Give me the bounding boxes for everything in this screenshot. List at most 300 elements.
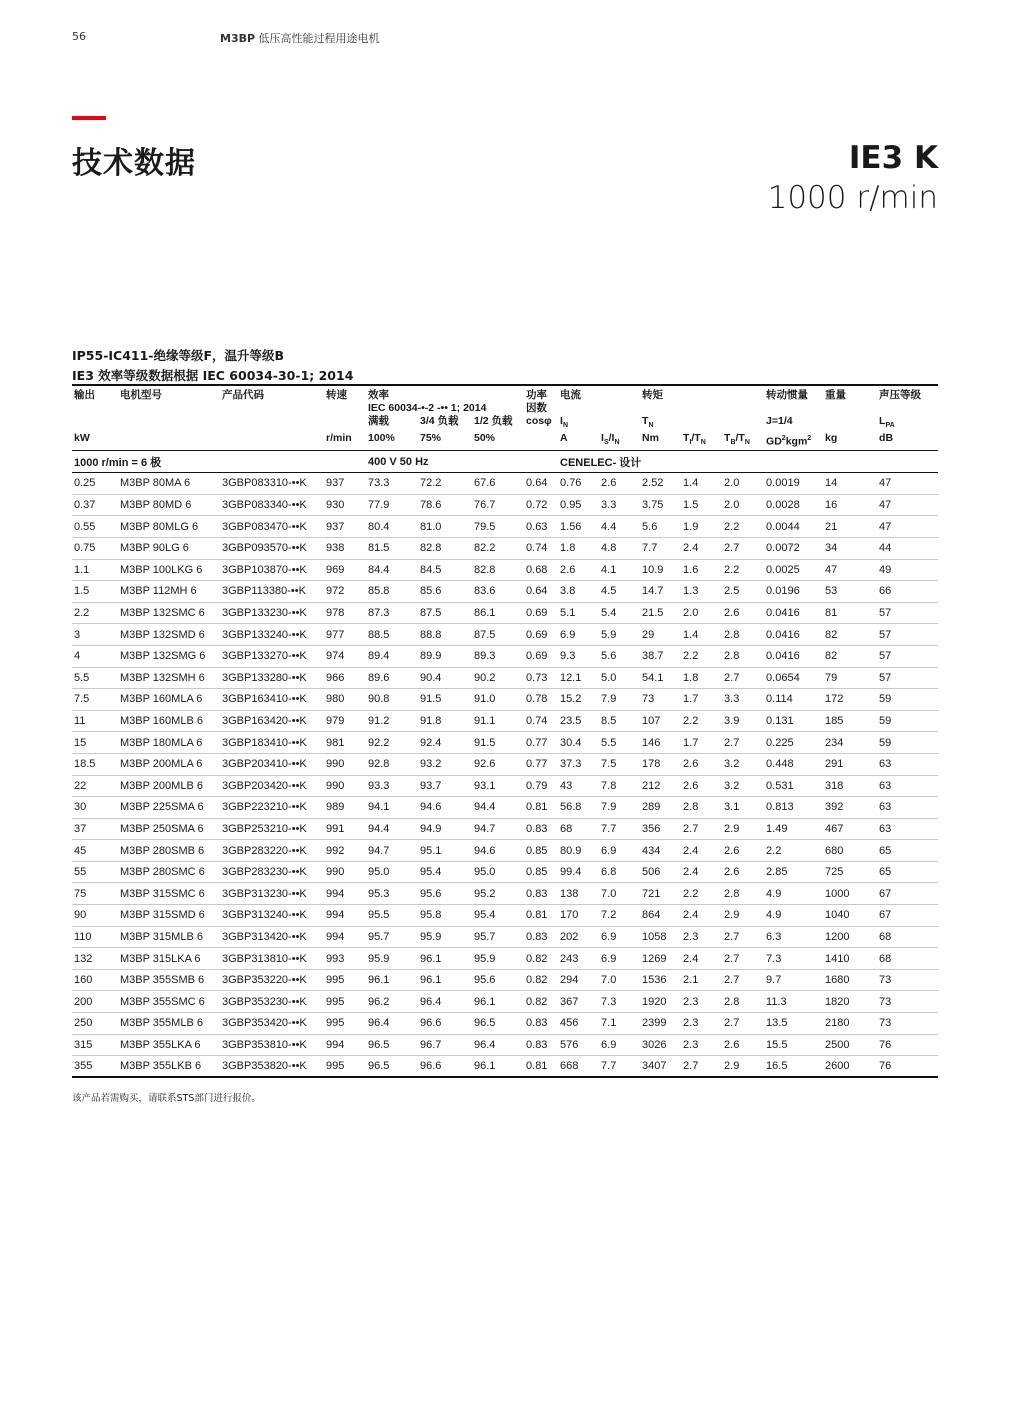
table-cell: 95.7: [366, 926, 418, 948]
table-cell: 0.225: [764, 732, 823, 754]
page-number: 56: [72, 30, 86, 43]
table-cell: 4.8: [599, 537, 640, 559]
gd-unit: kgm: [785, 435, 808, 448]
table-cell: 91.2: [366, 710, 418, 732]
table-cell: 725: [823, 861, 877, 883]
table-cell: 9.3: [558, 645, 599, 667]
table-cell: 978: [324, 602, 366, 624]
table-cell: 7.9: [599, 797, 640, 819]
table-cell: M3BP 355LKB 6: [118, 1056, 220, 1078]
table-cell: 0.55: [72, 516, 118, 538]
table-cell: 91.5: [472, 732, 524, 754]
table-cell: 2.6: [681, 753, 722, 775]
table-cell: 2.6: [722, 602, 764, 624]
table-cell: 291: [823, 753, 877, 775]
table-cell: 318: [823, 775, 877, 797]
table-cell: 73.3: [366, 473, 418, 495]
table-cell: 1410: [823, 948, 877, 970]
table-cell: 93.3: [366, 775, 418, 797]
table-cell: 138: [558, 883, 599, 905]
table-cell: 0.0025: [764, 559, 823, 581]
page-title: 技术数据: [72, 146, 196, 181]
table-cell: 2.0: [722, 494, 764, 516]
table-cell: 0.813: [764, 797, 823, 819]
table-cell: 87.5: [472, 624, 524, 646]
table-cell: 54.1: [640, 667, 681, 689]
table-cell: 2.2: [681, 710, 722, 732]
table-cell: 989: [324, 797, 366, 819]
ti-n-subscript: N: [700, 439, 706, 447]
table-cell: 16: [823, 494, 877, 516]
table-cell: 367: [558, 991, 599, 1013]
efficiency-label: 效率: [368, 389, 389, 401]
table-cell: 0.82: [524, 969, 558, 991]
table-cell: 864: [640, 905, 681, 927]
ti-subscript: I: [689, 439, 692, 447]
is-n-subscript: N: [614, 439, 620, 447]
table-cell: 81.0: [418, 516, 472, 538]
table-cell: 84.4: [366, 559, 418, 581]
table-cell: M3BP 355MLB 6: [118, 1013, 220, 1035]
table-cell: 57: [877, 667, 938, 689]
table-cell: 63: [877, 775, 938, 797]
table-cell: 95.1: [418, 840, 472, 862]
table-cell: 9.7: [764, 969, 823, 991]
table-cell: 93.1: [472, 775, 524, 797]
table-row: [72, 559, 938, 581]
table-cell: 47: [877, 516, 938, 538]
accent-bar: [72, 116, 106, 120]
table-cell: 0.69: [524, 645, 558, 667]
table-cell: 21: [823, 516, 877, 538]
table-cell: 6.8: [599, 861, 640, 883]
table-cell: 2.7: [722, 948, 764, 970]
table-cell: 3.3: [722, 689, 764, 711]
table-cell: 980: [324, 689, 366, 711]
table-cell: M3BP 225SMA 6: [118, 797, 220, 819]
table-row: [72, 473, 938, 495]
table-cell: 6.9: [599, 1034, 640, 1056]
table-cell: 1040: [823, 905, 877, 927]
technical-data-table: [72, 384, 938, 1078]
table-cell: 85.6: [418, 581, 472, 603]
table-cell: 1.56: [558, 516, 599, 538]
table-cell: 234: [823, 732, 877, 754]
table-cell: M3BP 132SMG 6: [118, 645, 220, 667]
table-cell: 56.8: [558, 797, 599, 819]
table-cell: 2.1: [681, 969, 722, 991]
table-cell: 2.7: [722, 732, 764, 754]
table-cell: 2180: [823, 1013, 877, 1035]
gd-unit-superscript: 2: [807, 435, 812, 443]
table-cell: 0.74: [524, 710, 558, 732]
table-cell: 3GBP223210-••K: [220, 797, 324, 819]
table-row: [72, 991, 938, 1013]
table-cell: 2.6: [558, 559, 599, 581]
table-cell: 0.77: [524, 753, 558, 775]
table-cell: 79.5: [472, 516, 524, 538]
table-cell: 94.7: [472, 818, 524, 840]
tn-subscript: N: [648, 422, 654, 430]
table-cell: 81.5: [366, 537, 418, 559]
table-cell: 992: [324, 840, 366, 862]
table-cell: 2.2: [722, 559, 764, 581]
table-cell: 87.5: [418, 602, 472, 624]
table-cell: 392: [823, 797, 877, 819]
table-cell: M3BP 315LKA 6: [118, 948, 220, 970]
table-cell: 76: [877, 1056, 938, 1078]
table-cell: 6.3: [764, 926, 823, 948]
table-cell: 7.0: [599, 883, 640, 905]
table-cell: 250: [72, 1013, 118, 1035]
table-cell: 6.9: [599, 948, 640, 970]
table-row: [72, 667, 938, 689]
table-cell: 995: [324, 1056, 366, 1078]
table-cell: 11.3: [764, 991, 823, 1013]
col-full-load: 满载: [368, 415, 389, 427]
pf-label-1: 功率: [526, 389, 548, 401]
table-row: [72, 861, 938, 883]
table-cell: 91.1: [472, 710, 524, 732]
table-cell: 2399: [640, 1013, 681, 1035]
table-cell: 18.5: [72, 753, 118, 775]
table-cell: 95.7: [472, 926, 524, 948]
table-cell: M3BP 160MLB 6: [118, 710, 220, 732]
table-cell: 3GBP313420-••K: [220, 926, 324, 948]
table-cell: 0.81: [524, 1056, 558, 1078]
is-subscript: S: [603, 439, 609, 447]
table-cell: 1.5: [72, 581, 118, 603]
table-cell: M3BP 355SMB 6: [118, 969, 220, 991]
table-cell: 3GBP283230-••K: [220, 861, 324, 883]
table-cell: 76: [877, 1034, 938, 1056]
table-cell: 938: [324, 537, 366, 559]
table-cell: 37: [72, 818, 118, 840]
unit-kg: kg: [825, 432, 838, 445]
table-cell: 4.5: [599, 581, 640, 603]
table-cell: 3026: [640, 1034, 681, 1056]
tb-subscript: B: [730, 439, 736, 447]
section-supply: 400 V 50 Hz: [366, 451, 558, 473]
table-cell: 467: [823, 818, 877, 840]
table-cell: 94.1: [366, 797, 418, 819]
table-cell: 0.131: [764, 710, 823, 732]
table-cell: 73: [640, 689, 681, 711]
table-cell: 0.0044: [764, 516, 823, 538]
table-cell: 930: [324, 494, 366, 516]
table-cell: 294: [558, 969, 599, 991]
section-design: CENELEC- 设计: [558, 451, 938, 473]
table-cell: 3GBP093570-••K: [220, 537, 324, 559]
is-slash: /I: [608, 432, 615, 445]
gd-superscript: 2: [781, 435, 786, 443]
table-cell: 57: [877, 624, 938, 646]
table-cell: 0.82: [524, 991, 558, 1013]
table-row: [72, 537, 938, 559]
table-cell: 79: [823, 667, 877, 689]
doc-title: 低压高性能过程用途电机: [255, 32, 380, 45]
table-cell: 4: [72, 645, 118, 667]
table-cell: 3GBP203410-••K: [220, 753, 324, 775]
table-cell: 937: [324, 516, 366, 538]
table-cell: 2.2: [764, 840, 823, 862]
table-cell: 7.1: [599, 1013, 640, 1035]
table-cell: 0.0028: [764, 494, 823, 516]
table-cell: 2.2: [72, 602, 118, 624]
table-cell: 680: [823, 840, 877, 862]
table-cell: 3GBP313230-••K: [220, 883, 324, 905]
table-cell: 4.9: [764, 883, 823, 905]
table-cell: 85.8: [366, 581, 418, 603]
unit-rmin: r/min: [326, 432, 352, 445]
tb-symbol: T: [724, 432, 731, 445]
table-cell: M3BP 80MA 6: [118, 473, 220, 495]
table-cell: 3GBP083340-••K: [220, 494, 324, 516]
table-cell: 2.7: [681, 1056, 722, 1078]
table-row: [72, 1013, 938, 1035]
section-row: [72, 451, 938, 473]
col-tn: [640, 415, 681, 432]
table-cell: 1.6: [681, 559, 722, 581]
table-cell: 2.9: [722, 905, 764, 927]
table-cell: 0.83: [524, 818, 558, 840]
table-cell: 96.2: [366, 991, 418, 1013]
table-cell: 89.4: [366, 645, 418, 667]
table-cell: 1536: [640, 969, 681, 991]
table-cell: 3GBP313810-••K: [220, 948, 324, 970]
table-cell: 0.83: [524, 883, 558, 905]
col-half-load: 1/2 负载: [474, 415, 513, 427]
table-cell: M3BP 80MLG 6: [118, 516, 220, 538]
table-cell: 668: [558, 1056, 599, 1078]
table-cell: 172: [823, 689, 877, 711]
table-cell: 47: [823, 559, 877, 581]
table-row: [72, 969, 938, 991]
table-cell: 3GBP103870-••K: [220, 559, 324, 581]
table-cell: 5.6: [640, 516, 681, 538]
table-cell: M3BP 112MH 6: [118, 581, 220, 603]
table-cell: 92.2: [366, 732, 418, 754]
table-cell: 979: [324, 710, 366, 732]
col-motor-type: 电机型号: [118, 385, 220, 415]
col-in: [558, 415, 599, 432]
table-cell: 89.3: [472, 645, 524, 667]
table-row: [72, 883, 938, 905]
table-cell: 2600: [823, 1056, 877, 1078]
table-cell: 576: [558, 1034, 599, 1056]
table-cell: 0.68: [524, 559, 558, 581]
table-cell: 972: [324, 581, 366, 603]
table-cell: 994: [324, 1034, 366, 1056]
table-cell: 160: [72, 969, 118, 991]
table-row: [72, 516, 938, 538]
table-cell: 87.3: [366, 602, 418, 624]
table-cell: M3BP 355LKA 6: [118, 1034, 220, 1056]
table-cell: 6.9: [599, 926, 640, 948]
table-cell: 95.0: [366, 861, 418, 883]
table-cell: 0.0416: [764, 645, 823, 667]
table-cell: M3BP 80MD 6: [118, 494, 220, 516]
table-cell: 2.0: [722, 473, 764, 495]
table-cell: 0.64: [524, 473, 558, 495]
table-cell: 99.4: [558, 861, 599, 883]
table-cell: 82.8: [418, 537, 472, 559]
table-row: [72, 905, 938, 927]
table-cell: 178: [640, 753, 681, 775]
table-cell: 2.3: [681, 926, 722, 948]
table-cell: 57: [877, 602, 938, 624]
table-cell: 68: [877, 926, 938, 948]
table-cell: 3: [72, 624, 118, 646]
table-row: [72, 602, 938, 624]
header-row-2: [72, 415, 938, 432]
table-cell: 82: [823, 624, 877, 646]
table-cell: 0.0072: [764, 537, 823, 559]
table-cell: 89.6: [366, 667, 418, 689]
table-cell: 3GBP113380-••K: [220, 581, 324, 603]
table-cell: 202: [558, 926, 599, 948]
table-cell: 1680: [823, 969, 877, 991]
unit-75: 75%: [420, 432, 442, 445]
document-header: [220, 30, 380, 46]
table-cell: 57: [877, 645, 938, 667]
table-cell: 1.4: [681, 473, 722, 495]
table-cell: 72.2: [418, 473, 472, 495]
table-cell: 0.81: [524, 905, 558, 927]
table-cell: 2.9: [722, 1056, 764, 1078]
table-cell: 15.2: [558, 689, 599, 711]
table-cell: M3BP 180MLA 6: [118, 732, 220, 754]
table-cell: 7.7: [599, 1056, 640, 1078]
table-row: [72, 775, 938, 797]
col-cos-phi: cosφ: [526, 415, 552, 427]
table-cell: 23.5: [558, 710, 599, 732]
table-cell: 95.8: [418, 905, 472, 927]
table-cell: 84.5: [418, 559, 472, 581]
header-row-3: [72, 432, 938, 451]
table-cell: 0.531: [764, 775, 823, 797]
col-output: 输出: [72, 385, 118, 415]
table-cell: 3407: [640, 1056, 681, 1078]
table-cell: 1.7: [681, 732, 722, 754]
unit-ti-tn: [681, 432, 722, 451]
col-weight: 重量: [823, 385, 877, 415]
table-cell: 29: [640, 624, 681, 646]
table-row: [72, 645, 938, 667]
table-cell: 0.83: [524, 926, 558, 948]
table-cell: 2.4: [681, 905, 722, 927]
table-cell: 2.7: [722, 969, 764, 991]
table-cell: 90.2: [472, 667, 524, 689]
table-cell: 3GBP353820-••K: [220, 1056, 324, 1078]
table-cell: 7.8: [599, 775, 640, 797]
table-cell: 2.6: [681, 775, 722, 797]
table-cell: 43: [558, 775, 599, 797]
table-cell: 21.5: [640, 602, 681, 624]
table-cell: 3.8: [558, 581, 599, 603]
table-cell: 990: [324, 775, 366, 797]
table-cell: 1200: [823, 926, 877, 948]
table-cell: 185: [823, 710, 877, 732]
table-cell: 0.75: [72, 537, 118, 559]
table-row: [72, 753, 938, 775]
in-symbol: I: [560, 415, 563, 427]
table-cell: 96.6: [418, 1056, 472, 1078]
table-cell: 93.2: [418, 753, 472, 775]
table-cell: 88.8: [418, 624, 472, 646]
table-cell: 30: [72, 797, 118, 819]
table-cell: 34: [823, 537, 877, 559]
table-cell: 91.5: [418, 689, 472, 711]
table-cell: 2.85: [764, 861, 823, 883]
table-cell: 90.8: [366, 689, 418, 711]
table-cell: 22: [72, 775, 118, 797]
table-cell: 0.78: [524, 689, 558, 711]
table-cell: 0.0416: [764, 624, 823, 646]
table-cell: 88.5: [366, 624, 418, 646]
col-speed: 转速: [324, 385, 366, 415]
col-efficiency: [366, 385, 524, 415]
doc-series: M3BP: [220, 32, 256, 45]
table-cell: 7.0: [599, 969, 640, 991]
table-cell: 3GBP083470-••K: [220, 516, 324, 538]
table-cell: 96.4: [366, 1013, 418, 1035]
table-cell: 3.75: [640, 494, 681, 516]
table-cell: 96.1: [472, 991, 524, 1013]
unit-is-in: [599, 432, 640, 451]
table-row: [72, 840, 938, 862]
table-cell: 3GBP353230-••K: [220, 991, 324, 1013]
table-row: [72, 818, 938, 840]
unit-db: dB: [879, 432, 894, 445]
table-cell: 0.114: [764, 689, 823, 711]
table-cell: 1.4: [681, 624, 722, 646]
table-cell: 82.2: [472, 537, 524, 559]
table-row: [72, 1034, 938, 1056]
table-cell: 49: [877, 559, 938, 581]
table-cell: 12.1: [558, 667, 599, 689]
unit-nm: Nm: [642, 432, 659, 445]
table-cell: 63: [877, 818, 938, 840]
table-cell: 91.8: [418, 710, 472, 732]
table-cell: 2.7: [722, 1013, 764, 1035]
table-cell: 80.4: [366, 516, 418, 538]
table-cell: 96.5: [366, 1034, 418, 1056]
table-cell: 3.1: [722, 797, 764, 819]
table-cell: 3.3: [599, 494, 640, 516]
table-cell: 2.7: [681, 818, 722, 840]
speed-subtitle: 1000 r/min: [767, 180, 938, 216]
table-cell: 82: [823, 645, 877, 667]
table-cell: 78.6: [418, 494, 472, 516]
table-cell: 170: [558, 905, 599, 927]
table-cell: 3GBP253210-••K: [220, 818, 324, 840]
table-cell: 38.7: [640, 645, 681, 667]
table-cell: M3BP 132SMH 6: [118, 667, 220, 689]
table-cell: 1.7: [681, 689, 722, 711]
table-cell: 2.7: [722, 926, 764, 948]
table-cell: 3GBP353420-••K: [220, 1013, 324, 1035]
table-cell: 3GBP133240-••K: [220, 624, 324, 646]
table-cell: 2.4: [681, 861, 722, 883]
table-cell: 993: [324, 948, 366, 970]
col-noise: 声压等级: [877, 385, 938, 415]
table-cell: 995: [324, 969, 366, 991]
table-cell: 37.3: [558, 753, 599, 775]
table-cell: 95.9: [366, 948, 418, 970]
table-cell: 92.6: [472, 753, 524, 775]
table-cell: M3BP 200MLA 6: [118, 753, 220, 775]
